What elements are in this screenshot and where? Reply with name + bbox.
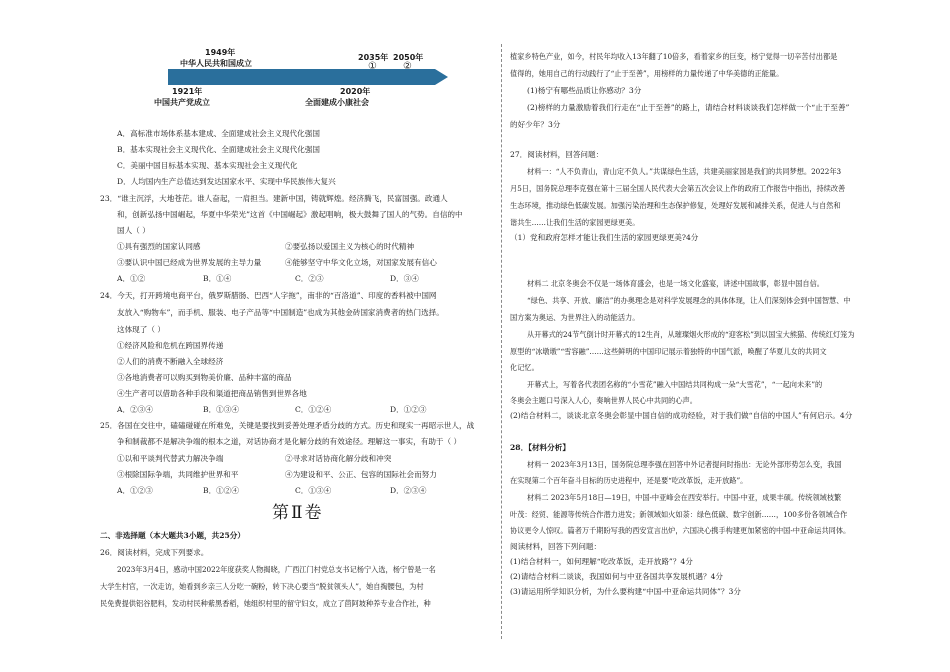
q25-answer-c: C．①③④: [295, 486, 332, 495]
timeline-figure: [150, 48, 450, 110]
q27-material-1-line: 材料一：“人不负青山，青山定不负人。”共谋绿色生活，共建美丽家园是我们的共同梦想。2022年3: [527, 167, 842, 176]
timeline-event-1949: 中华人民共和国成立: [180, 59, 252, 68]
timeline-year-2050: 2050年: [393, 53, 424, 62]
timeline-year-2020: 2020年: [340, 87, 371, 96]
q22-option-d: D．人均国内生产总值达到发达国家水平、实现中华民族伟大复兴: [117, 177, 336, 186]
q24-stem-line: 友放入“购物车”，而手机、服装、电子产品等“中国制造”也成为其他金砖国家消费者的热门选择。: [117, 308, 444, 317]
q26-question-1: (1)杨宁有哪些品质让你感动？3分: [527, 86, 642, 95]
q26-material-line: 大学生村官，一次走访，她看到乡亲三人分吃一碗粉，转下决心要当“脱贫领头人”，她自掏腰包，为村: [100, 582, 424, 591]
q23-answer-a: A．①②: [117, 274, 146, 283]
q23-stem-line: 23．“谁主沉浮，大地苍茫。谁人奋起，一肩担当。建新中国，铸就辉煌。经济腾飞，民富国强。政通人: [100, 194, 448, 203]
q28-head: 28．【材料分析】: [510, 443, 570, 452]
q27-material-2-line: 从开幕式的24节气倒计时开幕式的12生肖，从璀璨烟火形成的“迎客松”到以国宝大熊猫、传统红灯笼为: [527, 330, 855, 339]
timeline-year-2035: 2035年: [358, 53, 389, 62]
q23-stem-line: 和，创新弘扬中国崛起，华夏中华荣光”这首《中国崛起》激起唱响，极大鼓舞了国人的气势。自信的中: [117, 210, 463, 219]
q26-question-2: 的好少年？3分: [510, 120, 561, 129]
q26-material-continued: 值得的，她用自己的行动践行了“止于至善”，用榜样的力量传递了中华美德的正能量。: [510, 69, 784, 78]
timeline-year-1949: 1949年: [205, 48, 236, 57]
q28-material-line: 叶茂：经贸、能源等传统合作潜力进发；新领域如火如荼：绿色低碳、数字创新……，100多份各领域合作: [510, 510, 848, 519]
q25-item-2: ②寻求对话协商化解分歧和冲突: [285, 454, 392, 463]
q28-material-line: 材料二 2023年5月18日—19日，中国-中亚峰会在西安举行。中国-中亚，成果丰硕。传统领域枝繁: [527, 493, 842, 502]
q25-item-3: ③根除国际争端，共同维护世界和平: [117, 470, 239, 479]
q26-head: 26．阅读材料，完成下列要求。: [100, 548, 209, 557]
q25-answer-b: B．①②④: [203, 486, 239, 495]
q28-question-3: (3)请运用所学知识分析，为什么要构建“中国-中亚命运共同体”？3分: [510, 587, 741, 596]
q26-question-2: (2)榜样的力量激励着我们行走在“止于至善”的路上，请结合材料谈谈我们怎样做一个“止于至善”: [527, 103, 850, 112]
q25-stem-line: 25．各国在交往中，磕磕碰碰在所难免，关键是要找到妥善处理矛盾分歧的方式。历史和现实一再昭示世人，战: [100, 421, 475, 430]
q25-answer-a: A．①②③: [117, 486, 153, 495]
q28-question-1: (1)结合材料一，如何理解“吃改革饭，走开放路”？4分: [510, 557, 693, 566]
q27-question-2: (2)结合材料二，谈谈北京冬奥会彰显中国自信的成功经验，对于我们做“自信的中国人”有何启示。4分: [510, 411, 853, 420]
q24-answer-b: B．①③④: [203, 405, 239, 414]
q28-instruction: 阅读材料，回答下列问题：: [510, 542, 602, 551]
q28-material-line: 材料一 2023年3月13日，国务院总理李强在回答中外记者提问时指出：无论外部形势怎么变，我国: [527, 460, 842, 469]
q22-option-a: A．高标准市场体系基本建成、全面建成社会主义现代化强国: [117, 129, 320, 138]
q27-material-2-line: 国方案为奥运、为世界注入的动能活力。: [510, 313, 640, 322]
q27-material-1-line: 月5日，国务院总理李克强在第十三届全国人民代表大会第五次会议上作的政府工作报告中指出，持续改善: [510, 184, 846, 193]
q27-material-2-line: 开幕式上，写着各代表团名称的“小雪花”融入中国结共同构成一朵“大雪花”，“一起向未来”的: [527, 380, 823, 389]
timeline-event-2020: 全面建成小康社会: [305, 98, 369, 107]
column-divider: [501, 44, 502, 639]
q22-option-b: B．基本实现社会主义现代化、全面建成社会主义现代化强国: [117, 145, 321, 154]
q23-answer-b: B．①④: [203, 274, 232, 283]
q23-item-3: ③要认识中国已经成为世界发展的主导力量: [117, 258, 262, 267]
q24-answer-a: A．②③④: [117, 405, 153, 414]
q25-item-4: ④为建设和平、公正、包容的国际社会而努力: [285, 470, 437, 479]
timeline-blank-1: ①: [368, 61, 377, 72]
timeline-blank-2: ②: [403, 61, 412, 72]
q22-option-c: C．美丽中国目标基本实现、基本实现社会主义现代化: [117, 161, 298, 170]
q28-material-line: 在实现第二个百年奋斗目标的历史进程中，还是要“吃改革饭，走开放路”。: [510, 476, 748, 485]
section-subtitle: 二、非选择题（本大题共3小题，共25分）: [100, 531, 245, 540]
q24-answer-d: D．①②③: [390, 405, 427, 414]
q24-stem-line: 这体现了（ ）: [117, 325, 165, 334]
q24-item-3: ③各地消费者可以购买到物美价廉、品种丰富的商品: [117, 373, 292, 382]
q25-item-1: ①以和平谈判代替武力解决争端: [117, 454, 224, 463]
q28-question-2: (2)请结合材料二谈谈，我国如何与中亚各国共享发展机遇？4分: [510, 572, 724, 581]
q23-answer-d: D．③④: [390, 274, 419, 283]
q23-stem-line: 国人（ ）: [117, 226, 150, 235]
section-title: 第Ⅱ卷: [272, 503, 324, 523]
q25-answer-d: D．②③④: [390, 486, 427, 495]
right-column: [510, 0, 905, 672]
timeline-event-1921: 中国共产党成立: [154, 98, 210, 107]
left-column: [100, 0, 495, 672]
q25-stem-line: 争和制裁都不是解决争端的根本之道，对话协商才是化解分歧的有效途径。理解这一事实，有助于（ ）: [117, 437, 462, 446]
q27-material-2-line: “绿色、共享、开放、廉洁”的办奥理念是对科学发展理念的具体体现，让人们深刻体会到中国智慧、中: [527, 296, 851, 305]
q24-item-1: ①经济风险和危机在跨国界传递: [117, 341, 224, 350]
q27-material-2-line: 冬奥会主题口号深入人心，奏响世界人民心中共同的心声。: [510, 396, 697, 405]
timeline-year-1921: 1921年: [172, 87, 203, 96]
q24-item-4: ④生产者可以借助各种手段和渠道把商品销售到世界各地: [117, 389, 307, 398]
q24-answer-c: C．①②④: [295, 405, 332, 414]
q23-item-1: ①具有强烈的国家认同感: [117, 242, 201, 251]
q23-item-2: ②要弘扬以爱国主义为核心的时代精神: [285, 242, 415, 251]
q27-material-2-line: 化记忆。: [510, 363, 539, 372]
q27-material-2-line: 原型的“冰墩墩”“雪容融”……这些鲜明的中国印记展示着独特的中国气派，唤醒了华夏儿女的共同文: [510, 347, 827, 356]
q26-material-line: 民免费提供铝谷肥料，发动村民种紫黑香稻，她组织村里的留守妇女，成立了茴阿坡种养专业合作社，种: [100, 599, 431, 608]
q27-material-2-line: 材料二 北京冬奥会不仅是一场体育盛会，也是一场文化盛宴，讲述中国故事，彰显中国自信。: [527, 279, 824, 288]
q28-material-line: 协议更令人惊叹。篇者万千期盼写我的西安宣言出炉，六国决心携手构建更加紧密的中国-中亚命运共同体。: [510, 526, 851, 535]
q27-question-1: （1）党和政府怎样才能让我们生活的家园更绿更美?4分: [510, 233, 699, 242]
q23-answer-c: C．②③: [295, 274, 324, 283]
q27-head: 27．阅读材料，回答问题：: [510, 150, 604, 159]
q23-item-4: ④能够坚守中华文化立场，对国家发展有信心: [285, 258, 437, 267]
q24-item-2: ②人们的消费不断融入全球经济: [117, 357, 224, 366]
q26-material-continued: 植家乡特色产业，如今，村民年均收入13年翻了10倍多，看着家乡的巨变，杨宁觉得一切辛苦付出都是: [510, 52, 838, 61]
q26-material-line: 2023年3月4日，感动中国2022年度获奖人物揭晓，广西江门村党总支书记杨宁入选，杨宁曾是一名: [117, 565, 436, 574]
q27-material-1-line: 谐共生……让我们生活的家园更绿更美。: [510, 218, 640, 227]
q27-material-1-line: 生态环境，推动绿色低碳发展。加强污染治理和生态保护修复，处理好发展和减排关系，促进人与自然和: [510, 201, 841, 210]
q24-stem-line: 24．今天，打开跨境电商平台，俄罗斯腊肠、巴西“人字拖”，南非的“百洛道”、印度的香料被中国网: [100, 291, 437, 300]
